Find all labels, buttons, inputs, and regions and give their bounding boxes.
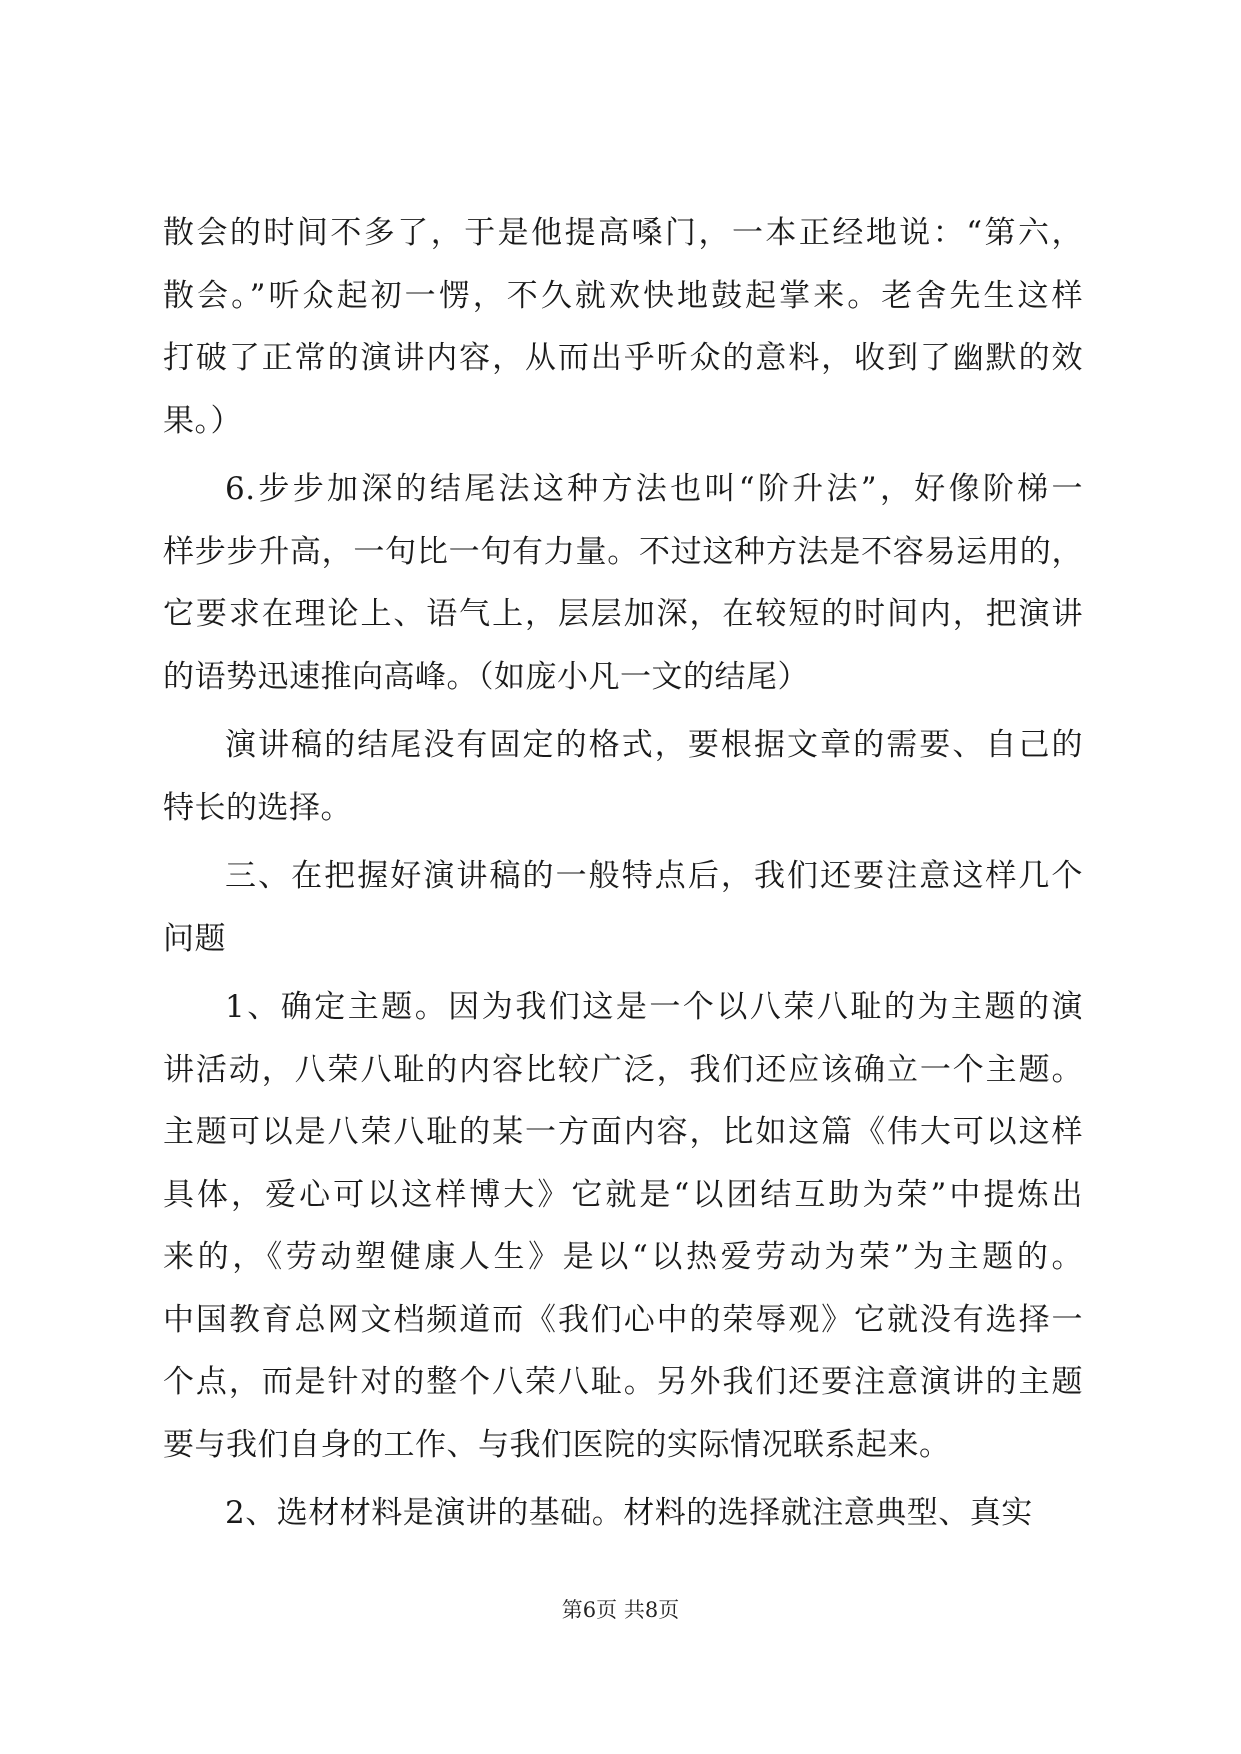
paragraph xyxy=(163,845,1083,970)
text-line: 中国教育总网文档频道而《我们心中的荣辱观》它就没有选择一 xyxy=(163,1301,1083,1338)
text-line: 讲活动，八荣八耻的内容比较广泛，我们还应该确立一个主题。 xyxy=(163,1051,1083,1088)
paragraph xyxy=(163,202,1083,452)
text-line: 散会。”听众起初一愣，不久就欢快地鼓起掌来。老舍先生这样 xyxy=(163,277,1083,314)
text-line: 散会的时间不多了，于是他提高嗓门，一本正经地说：“第六， xyxy=(163,215,1083,251)
text-line: 的语势迅速推向高峰。（如庞小凡一文的结尾） xyxy=(163,658,809,695)
paragraph xyxy=(163,1482,1083,1545)
text-line: 个点，而是针对的整个八荣八耻。另外我们还要注意演讲的主题 xyxy=(163,1364,1083,1400)
text-line: 它要求在理论上、语气上，层层加深，在较短的时间内，把演讲 xyxy=(163,596,1083,632)
paragraph xyxy=(163,976,1083,1476)
text-line: 三、在把握好演讲稿的一般特点后，我们还要注意这样几个 xyxy=(225,858,1083,894)
text-line: 特长的选择。 xyxy=(163,789,352,826)
document-body xyxy=(163,202,1083,1545)
text-line: 1、确定主题。因为我们这是一个以八荣八耻的为主题的演 xyxy=(225,989,1083,1025)
paragraph xyxy=(163,714,1083,839)
text-line: 6.步步加深的结尾法这种方法也叫“阶升法”，好像阶梯一 xyxy=(225,471,1083,507)
text-line: 来的，《劳动塑健康人生》是以“以热爱劳动为荣”为主题的。 xyxy=(163,1239,1083,1275)
text-line: 具体，爱心可以这样博大》它就是“以团结互助为荣”中提炼出 xyxy=(163,1176,1083,1213)
text-line: 样步步升高，一句比一句有力量。不过这种方法是不容易运用的， xyxy=(163,533,1083,570)
text-line: 主题可以是八荣八耻的某一方面内容，比如这篇《伟大可以这样 xyxy=(163,1114,1083,1150)
text-line: 演讲稿的结尾没有固定的格式，要根据文章的需要、自己的 xyxy=(225,727,1083,763)
page-footer: 第6页 共8页 xyxy=(561,1598,680,1622)
paragraph xyxy=(163,458,1083,708)
text-line: 2、选材材料是演讲的基础。材料的选择就注意典型、真实 xyxy=(225,1495,1033,1531)
text-line: 果。） xyxy=(163,402,242,439)
text-line: 打破了正常的演讲内容，从而出乎听众的意料，收到了幽默的效 xyxy=(163,340,1083,376)
text-line: 要与我们自身的工作、与我们医院的实际情况联系起来。 xyxy=(163,1426,951,1463)
text-line: 问题 xyxy=(163,920,226,957)
